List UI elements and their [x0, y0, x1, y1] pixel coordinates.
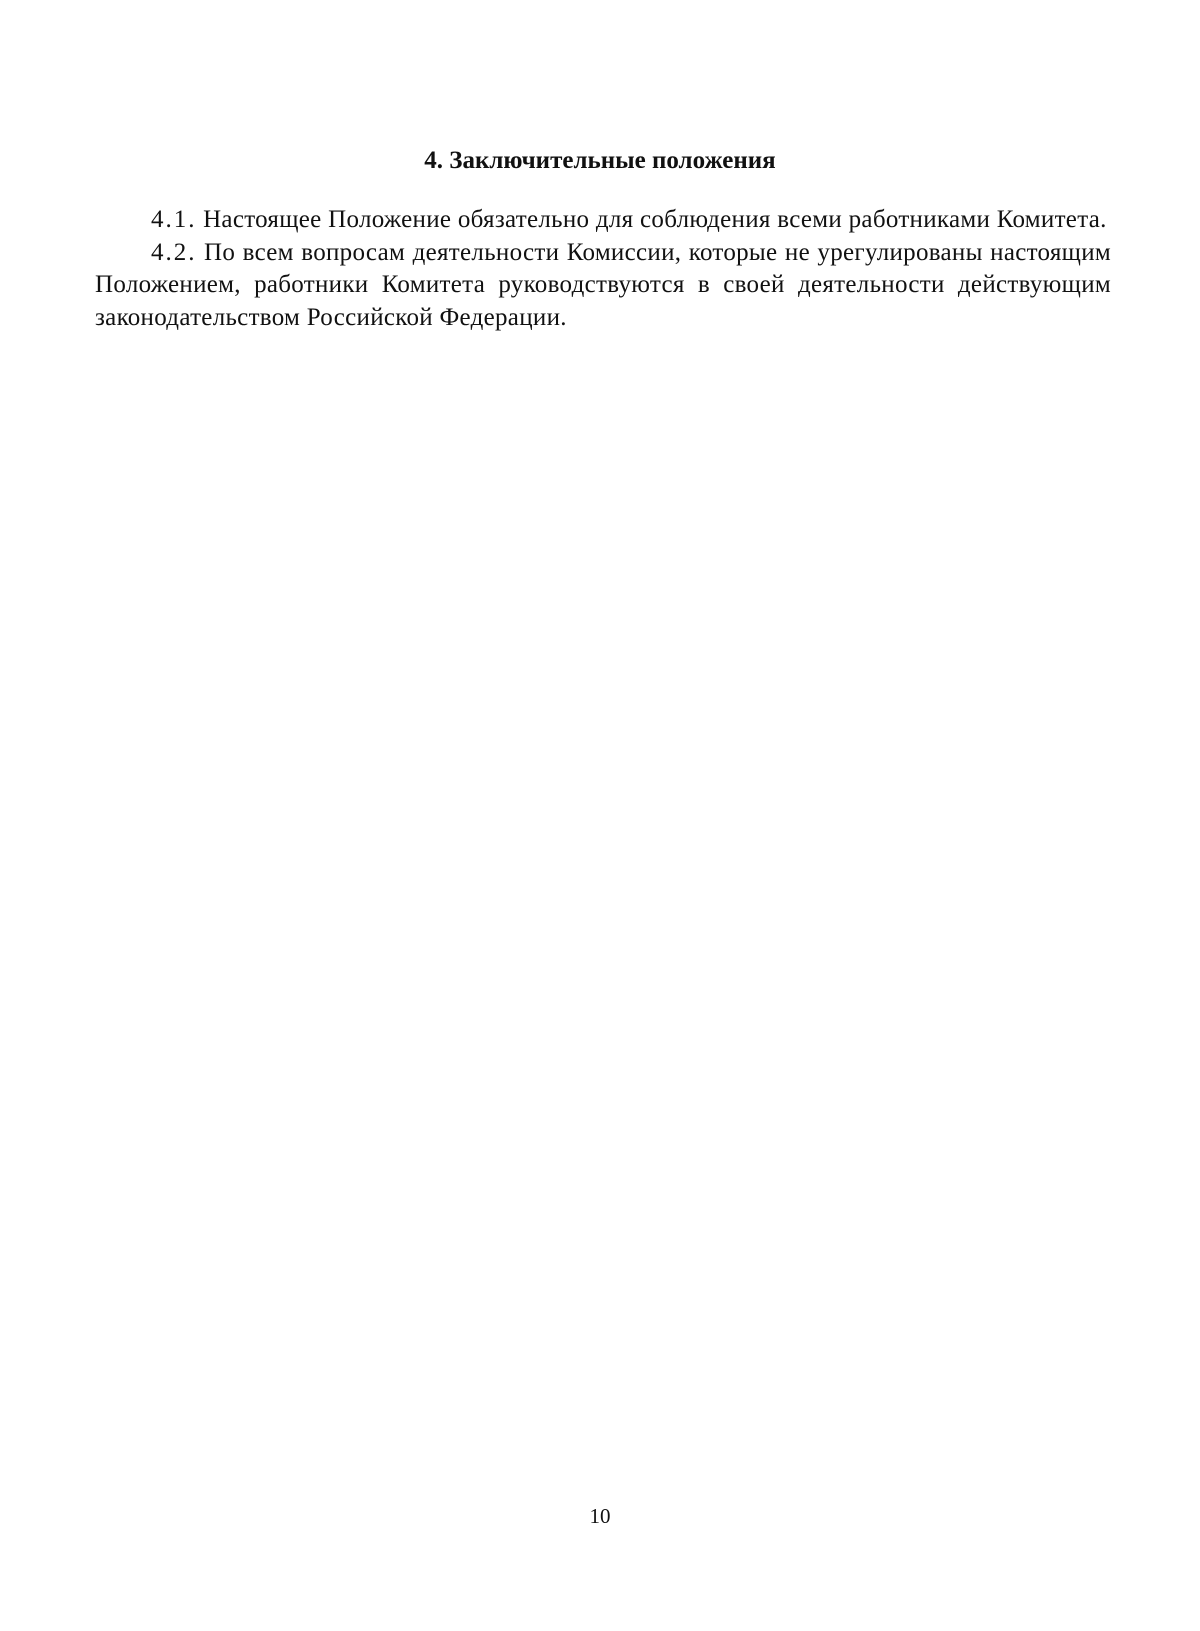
paragraph-4-1 [95, 204, 1111, 237]
section-body [95, 204, 1111, 334]
paragraph-number: 4.2. [151, 238, 197, 266]
section-title: 4. Заключительные положения [424, 147, 776, 174]
paragraph-4-2 [95, 237, 1111, 335]
paragraph-text: Настоящее Положение обязательно для соблюдения всеми работниками Комитета. [203, 206, 1107, 233]
paragraph-number: 4.1. [151, 206, 197, 233]
paragraph-text: По всем вопросам деятельности Комиссии, которые не урегулированы настоящим Положением, работники Комитета руководствуются в своей деятельности действующим законодательством Российской Федерации. [95, 238, 1111, 331]
page-number: 10 [589, 1504, 611, 1528]
